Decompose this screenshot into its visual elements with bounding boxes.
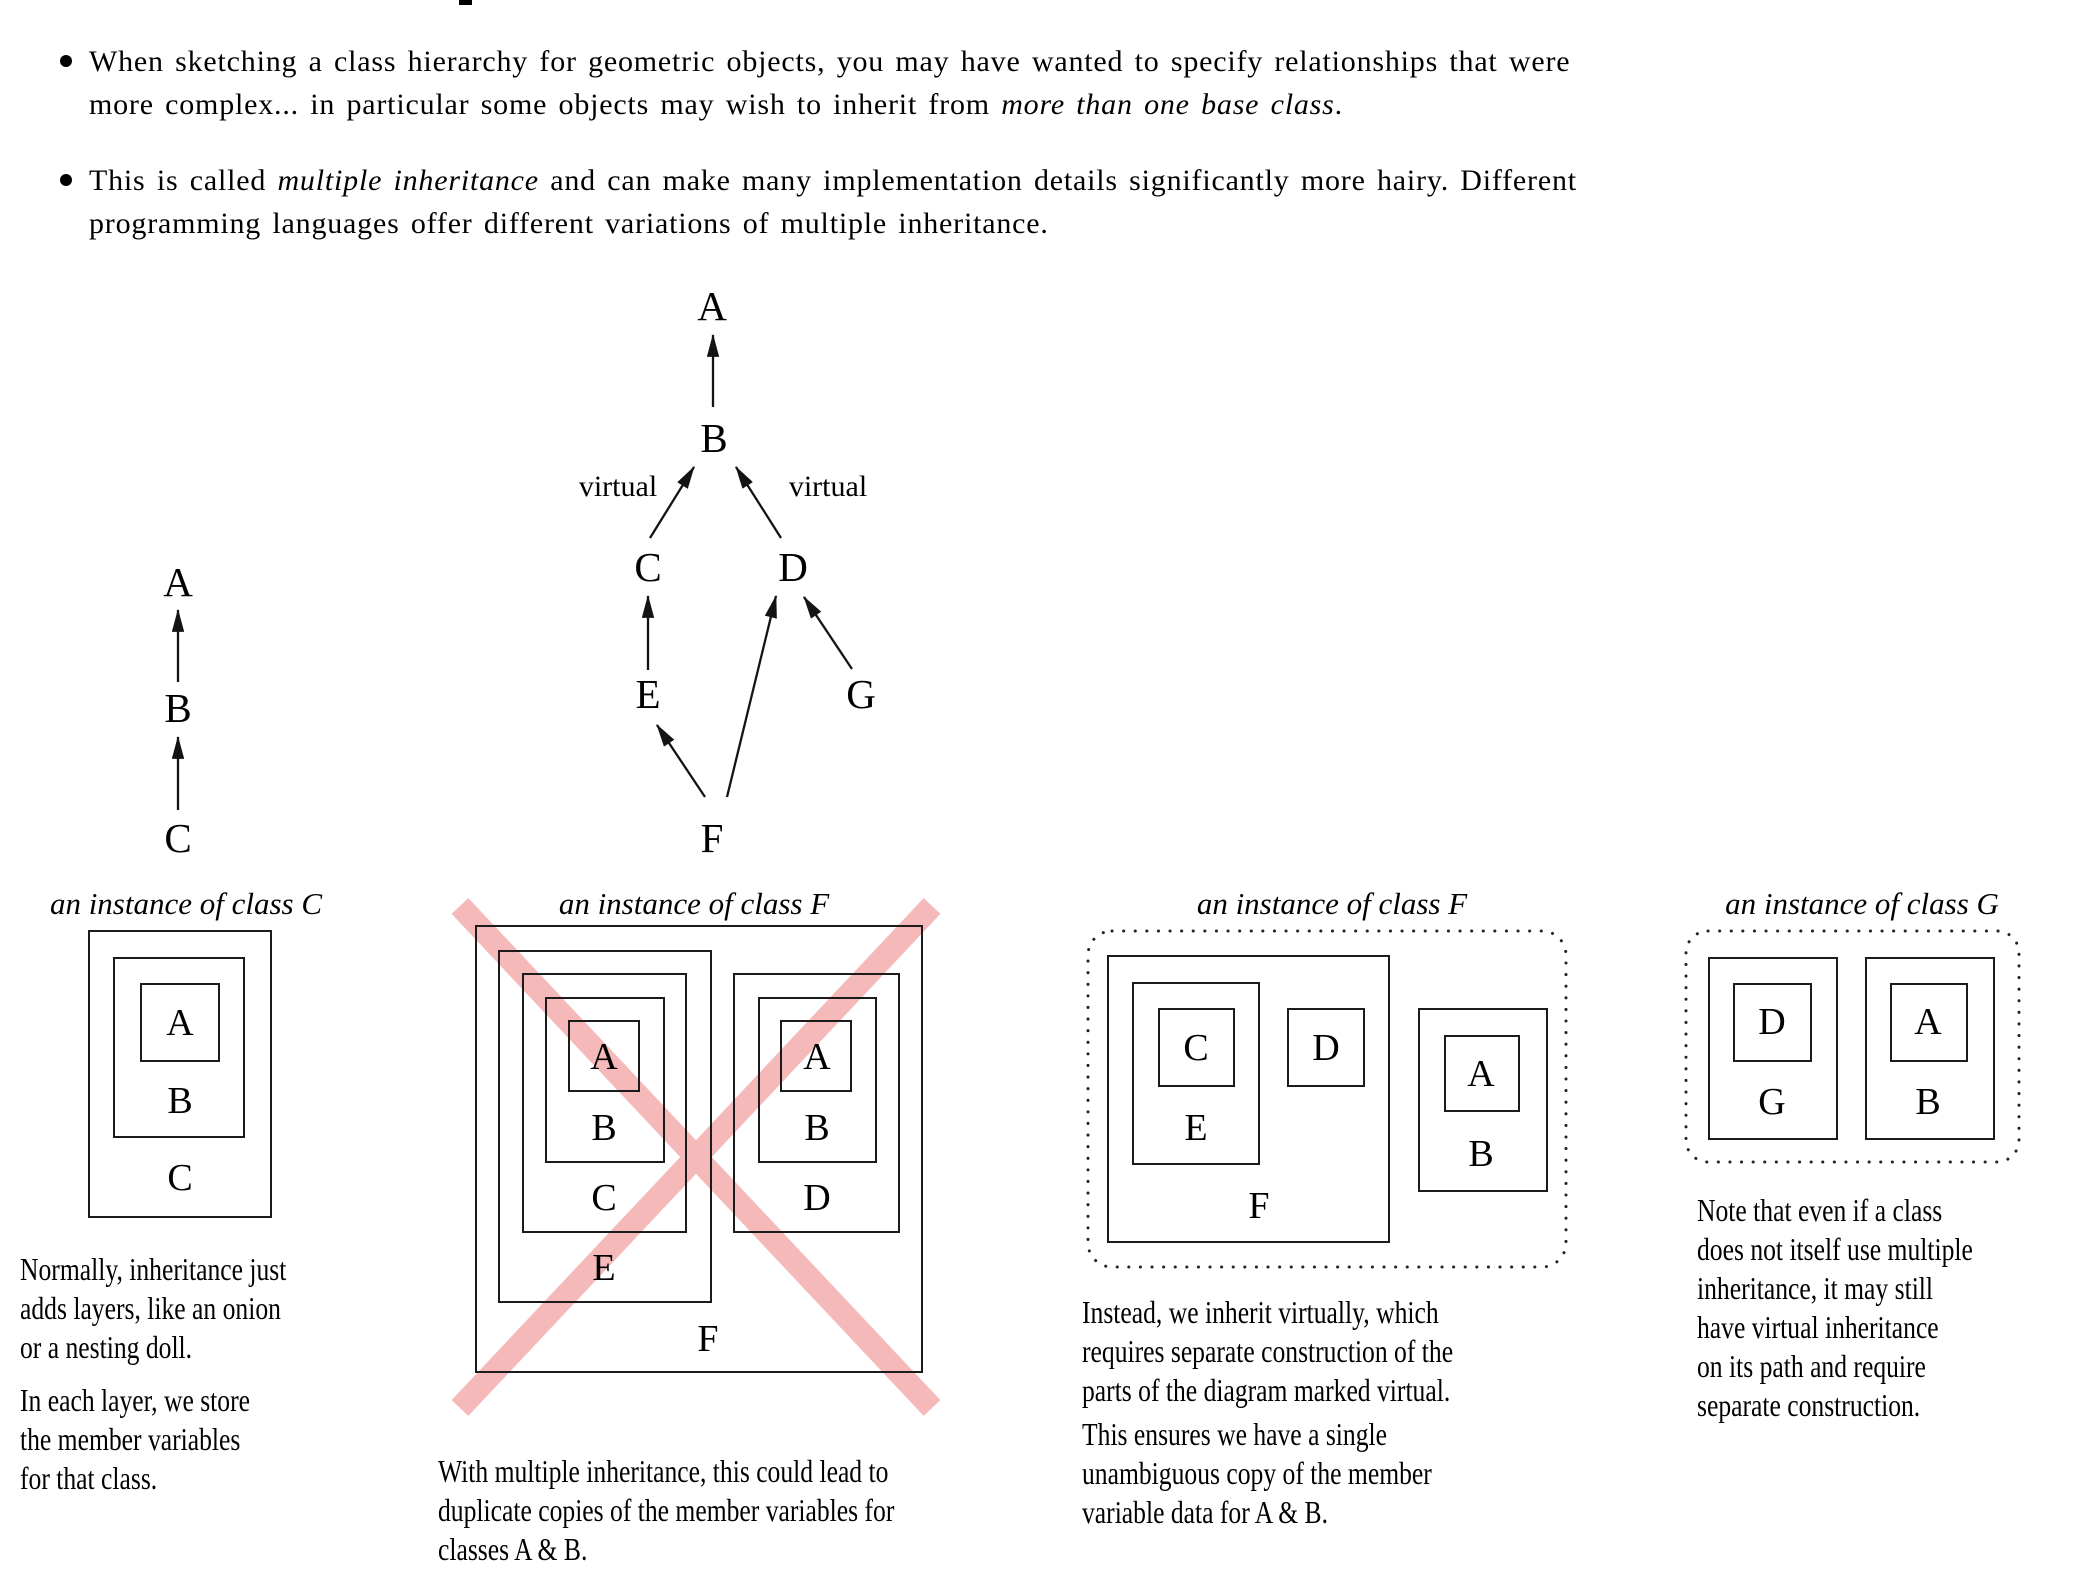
note-virtual-path: Note that even if a class does not itself use multiple inheritance, it may still have virtual inheritance on its path and require separate construction.: [1697, 1192, 1973, 1423]
layer-label-a-right: A: [803, 1036, 831, 1078]
layer-label-b-left: B: [591, 1107, 617, 1149]
layer-label-g: G: [1758, 1081, 1786, 1123]
layer-label-b-right: B: [804, 1107, 830, 1149]
layer-label-a-left: A: [590, 1036, 618, 1078]
diagram-caption: an instance of class C: [49, 886, 323, 921]
bullet-2-line-2: programming languages offer different variations of multiple inheritance.: [89, 207, 1049, 240]
layer-label-a: A: [1467, 1053, 1495, 1095]
class-node-c: C: [634, 544, 662, 590]
layer-label-e: E: [1184, 1107, 1208, 1149]
note-duplicate-copies: With multiple inheritance, this could lead to duplicate copies of the member variables for classes A & B.: [438, 1453, 895, 1567]
bullet-1-line-2: more complex... in particular some objects may wish to inherit from more than one base class.: [89, 88, 1343, 121]
class-node-e: E: [635, 671, 661, 717]
layer-label-f: F: [1248, 1185, 1270, 1227]
layer-label-a: A: [1914, 1001, 1942, 1043]
inheritance-arrow-f-to-d: [727, 596, 776, 797]
layer-label-e: E: [592, 1247, 616, 1289]
layer-label-c: C: [591, 1177, 617, 1219]
bullet-1-line-1: When sketching a class hierarchy for geometric objects, you may have wanted to specify relationships that were: [89, 45, 1571, 78]
layer-label-c: C: [167, 1157, 193, 1199]
layer-label-d: D: [1758, 1001, 1786, 1043]
layer-label-d: D: [803, 1177, 831, 1219]
layer-label-d: D: [1312, 1027, 1340, 1069]
inheritance-arrow-d-to-b-virtual: [736, 467, 781, 538]
diagram-caption: an instance of class F: [1196, 886, 1468, 921]
class-node-b: B: [164, 685, 192, 731]
bullet-2-line-1: This is called multiple inheritance and can make many implementation details significantly more hairy. Different: [89, 164, 1577, 197]
layer-label-c: C: [1183, 1027, 1209, 1069]
virtual-label-left: virtual: [578, 470, 658, 503]
layer-label-b: B: [1915, 1081, 1941, 1123]
class-node-b: B: [700, 415, 728, 461]
class-node-d: D: [778, 544, 808, 590]
class-node-a: A: [163, 559, 193, 605]
note-single-copy: This ensures we have a single unambiguous copy of the member variable data for A & B.: [1082, 1416, 1432, 1530]
note-onion-layers: Normally, inheritance just adds layers, like an onion or a nesting doll.: [20, 1251, 287, 1365]
note-member-variables: In each layer, we store the member variables for that class.: [20, 1382, 250, 1496]
class-node-f: F: [700, 815, 724, 861]
layer-label-b: B: [167, 1080, 193, 1122]
layer-label-a: A: [166, 1002, 194, 1044]
class-node-c: C: [164, 815, 192, 861]
inheritance-arrow-g-to-d: [804, 597, 852, 669]
class-node-a: A: [697, 283, 727, 329]
layer-label-f: F: [697, 1318, 719, 1360]
inheritance-arrow-f-to-e: [657, 725, 705, 797]
note-inherit-virtually: Instead, we inherit virtually, which requires separate construction of the parts of the diagram marked virtual.: [1082, 1294, 1454, 1408]
diagram-caption: an instance of class G: [1725, 886, 1999, 921]
layer-label-b: B: [1468, 1133, 1494, 1175]
diagram-caption: an instance of class F: [558, 886, 830, 921]
class-node-g: G: [846, 671, 876, 717]
virtual-label-right: virtual: [788, 470, 868, 503]
